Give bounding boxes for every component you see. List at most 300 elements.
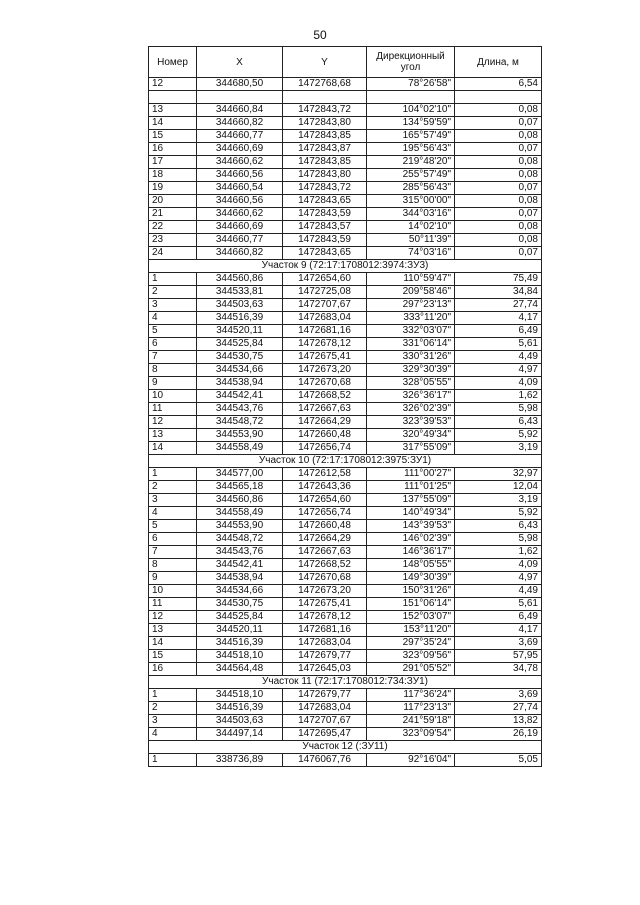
header-direction-angle: Дирекционный угол — [367, 47, 455, 78]
point-number-cell: 14 — [149, 442, 197, 455]
y-coordinate-cell: 1472667,63 — [283, 546, 367, 559]
table-row — [149, 715, 542, 728]
segment-length-cell: 3,69 — [455, 689, 542, 702]
y-coordinate-cell: 1472643,36 — [283, 481, 367, 494]
direction-angle-cell: 146°36'17" — [367, 546, 455, 559]
y-coordinate-cell: 1472683,04 — [283, 312, 367, 325]
y-coordinate-cell: 1472678,12 — [283, 611, 367, 624]
section-title: Участок 12 (:ЗУ11) — [149, 741, 542, 754]
segment-length-cell: 32,97 — [455, 468, 542, 481]
direction-angle-cell: 297°23'13" — [367, 299, 455, 312]
segment-length-cell: 0,07 — [455, 182, 542, 195]
table-row — [149, 364, 542, 377]
y-coordinate-cell: 1472660,48 — [283, 520, 367, 533]
point-number-cell: 22 — [149, 221, 197, 234]
point-number-cell: 5 — [149, 325, 197, 338]
direction-angle-cell: 143°39'53" — [367, 520, 455, 533]
x-coordinate-cell: 344660,56 — [197, 169, 283, 182]
table-row — [149, 143, 542, 156]
x-coordinate-cell: 344660,69 — [197, 221, 283, 234]
point-number-cell: 8 — [149, 364, 197, 377]
header-y: Y — [283, 47, 367, 78]
segment-length-cell: 6,43 — [455, 520, 542, 533]
direction-angle-cell: 74°03'16" — [367, 247, 455, 260]
segment-length-cell: 12,04 — [455, 481, 542, 494]
y-coordinate-cell: 1472660,48 — [283, 429, 367, 442]
y-coordinate-cell: 1472670,68 — [283, 572, 367, 585]
point-number-cell: 1 — [149, 273, 197, 286]
empty-cell — [197, 91, 283, 104]
table-row — [149, 312, 542, 325]
direction-angle-cell: 152°03'07" — [367, 611, 455, 624]
x-coordinate-cell: 344497,14 — [197, 728, 283, 741]
x-coordinate-cell: 344560,86 — [197, 494, 283, 507]
direction-angle-cell: 285°56'43" — [367, 182, 455, 195]
point-number-cell: 20 — [149, 195, 197, 208]
point-number-cell: 13 — [149, 429, 197, 442]
y-coordinate-cell: 1472670,68 — [283, 377, 367, 390]
x-coordinate-cell: 344660,84 — [197, 104, 283, 117]
x-coordinate-cell: 344533,81 — [197, 286, 283, 299]
y-coordinate-cell: 1472679,77 — [283, 689, 367, 702]
point-number-cell: 7 — [149, 546, 197, 559]
table-header-row — [149, 47, 542, 78]
segment-length-cell: 6,49 — [455, 611, 542, 624]
section-row — [149, 676, 542, 689]
header-number: Номер — [149, 47, 197, 78]
table-row — [149, 728, 542, 741]
point-number-cell: 13 — [149, 624, 197, 637]
point-number-cell: 4 — [149, 728, 197, 741]
y-coordinate-cell: 1472707,67 — [283, 715, 367, 728]
x-coordinate-cell: 344518,10 — [197, 689, 283, 702]
direction-angle-cell: 297°35'24" — [367, 637, 455, 650]
y-coordinate-cell: 1472612,58 — [283, 468, 367, 481]
x-coordinate-cell: 344660,54 — [197, 182, 283, 195]
table-row — [149, 754, 542, 767]
direction-angle-cell: 50°11'39" — [367, 234, 455, 247]
direction-angle-cell: 153°11'20" — [367, 624, 455, 637]
empty-cell — [283, 91, 367, 104]
x-coordinate-cell: 344520,11 — [197, 624, 283, 637]
segment-length-cell: 6,43 — [455, 416, 542, 429]
direction-angle-cell: 110°59'47" — [367, 273, 455, 286]
x-coordinate-cell: 344548,72 — [197, 416, 283, 429]
segment-length-cell: 0,07 — [455, 208, 542, 221]
x-coordinate-cell: 344660,62 — [197, 208, 283, 221]
segment-length-cell: 4,49 — [455, 351, 542, 364]
x-coordinate-cell: 344503,63 — [197, 299, 283, 312]
point-number-cell: 3 — [149, 299, 197, 312]
direction-angle-cell: 323°09'54" — [367, 728, 455, 741]
y-coordinate-cell: 1472843,85 — [283, 156, 367, 169]
y-coordinate-cell: 1472654,60 — [283, 494, 367, 507]
point-number-cell: 1 — [149, 754, 197, 767]
direction-angle-cell: 317°55'09" — [367, 442, 455, 455]
empty-cell — [455, 91, 542, 104]
x-coordinate-cell: 344530,75 — [197, 351, 283, 364]
segment-length-cell: 3,19 — [455, 494, 542, 507]
direction-angle-cell: 111°01'25" — [367, 481, 455, 494]
x-coordinate-cell: 344543,76 — [197, 403, 283, 416]
segment-length-cell: 6,49 — [455, 325, 542, 338]
direction-angle-cell: 330°31'26" — [367, 351, 455, 364]
point-number-cell: 9 — [149, 572, 197, 585]
page-number: 50 — [313, 28, 327, 42]
section-row — [149, 741, 542, 754]
y-coordinate-cell: 1472843,87 — [283, 143, 367, 156]
table-row — [149, 507, 542, 520]
point-number-cell: 1 — [149, 689, 197, 702]
direction-angle-cell: 241°59'18" — [367, 715, 455, 728]
y-coordinate-cell: 1476067,76 — [283, 754, 367, 767]
y-coordinate-cell: 1472843,59 — [283, 208, 367, 221]
y-coordinate-cell: 1472664,29 — [283, 416, 367, 429]
table-row — [149, 351, 542, 364]
x-coordinate-cell: 344660,56 — [197, 195, 283, 208]
x-coordinate-cell: 344534,66 — [197, 585, 283, 598]
segment-length-cell: 27,74 — [455, 299, 542, 312]
y-coordinate-cell: 1472768,68 — [283, 78, 367, 91]
direction-angle-cell: 255°57'49" — [367, 169, 455, 182]
y-coordinate-cell: 1472843,59 — [283, 234, 367, 247]
y-coordinate-cell: 1472673,20 — [283, 585, 367, 598]
header-x: X — [197, 47, 283, 78]
table-row — [149, 481, 542, 494]
x-coordinate-cell: 344680,50 — [197, 78, 283, 91]
table-row — [149, 221, 542, 234]
point-number-cell: 10 — [149, 390, 197, 403]
point-number-cell: 8 — [149, 559, 197, 572]
table-row — [149, 156, 542, 169]
table-row — [149, 520, 542, 533]
table-row — [149, 546, 542, 559]
segment-length-cell: 4,97 — [455, 364, 542, 377]
segment-length-cell: 75,49 — [455, 273, 542, 286]
segment-length-cell: 5,92 — [455, 429, 542, 442]
section-row — [149, 260, 542, 273]
x-coordinate-cell: 344542,41 — [197, 390, 283, 403]
table-row — [149, 286, 542, 299]
direction-angle-cell: 137°55'09" — [367, 494, 455, 507]
y-coordinate-cell: 1472843,57 — [283, 221, 367, 234]
direction-angle-cell: 149°30'39" — [367, 572, 455, 585]
table-row — [149, 611, 542, 624]
x-coordinate-cell: 344543,76 — [197, 546, 283, 559]
point-number-cell: 17 — [149, 156, 197, 169]
direction-angle-cell: 209°58'46" — [367, 286, 455, 299]
x-coordinate-cell: 344525,84 — [197, 338, 283, 351]
point-number-cell: 3 — [149, 715, 197, 728]
point-number-cell: 7 — [149, 351, 197, 364]
direction-angle-cell: 195°56'43" — [367, 143, 455, 156]
direction-angle-cell: 315°00'00" — [367, 195, 455, 208]
x-coordinate-cell: 344660,82 — [197, 247, 283, 260]
direction-angle-cell: 104°02'10" — [367, 104, 455, 117]
segment-length-cell: 26,19 — [455, 728, 542, 741]
direction-angle-cell: 291°05'52" — [367, 663, 455, 676]
x-coordinate-cell: 344534,66 — [197, 364, 283, 377]
segment-length-cell: 0,08 — [455, 234, 542, 247]
segment-length-cell: 0,07 — [455, 143, 542, 156]
y-coordinate-cell: 1472664,29 — [283, 533, 367, 546]
direction-angle-cell: 329°30'39" — [367, 364, 455, 377]
point-number-cell: 5 — [149, 520, 197, 533]
segment-length-cell: 6,54 — [455, 78, 542, 91]
y-coordinate-cell: 1472654,60 — [283, 273, 367, 286]
table-row — [149, 130, 542, 143]
empty-cell — [149, 91, 197, 104]
y-coordinate-cell: 1472668,52 — [283, 559, 367, 572]
segment-length-cell: 3,69 — [455, 637, 542, 650]
table-row — [149, 195, 542, 208]
point-number-cell: 18 — [149, 169, 197, 182]
table-row — [149, 598, 542, 611]
segment-length-cell: 0,08 — [455, 104, 542, 117]
segment-length-cell: 0,07 — [455, 247, 542, 260]
direction-angle-cell: 117°36'24" — [367, 689, 455, 702]
table-row — [149, 403, 542, 416]
x-coordinate-cell: 344558,49 — [197, 507, 283, 520]
point-number-cell: 4 — [149, 312, 197, 325]
x-coordinate-cell: 344516,39 — [197, 702, 283, 715]
point-number-cell: 11 — [149, 403, 197, 416]
segment-length-cell: 57,95 — [455, 650, 542, 663]
table-row — [149, 208, 542, 221]
table-row — [149, 104, 542, 117]
point-number-cell: 15 — [149, 650, 197, 663]
y-coordinate-cell: 1472843,65 — [283, 195, 367, 208]
point-number-cell: 14 — [149, 637, 197, 650]
x-coordinate-cell: 338736,89 — [197, 754, 283, 767]
segment-length-cell: 0,07 — [455, 117, 542, 130]
table-row — [149, 559, 542, 572]
y-coordinate-cell: 1472695,47 — [283, 728, 367, 741]
y-coordinate-cell: 1472843,72 — [283, 182, 367, 195]
point-number-cell: 21 — [149, 208, 197, 221]
y-coordinate-cell: 1472683,04 — [283, 637, 367, 650]
point-number-cell: 15 — [149, 130, 197, 143]
y-coordinate-cell: 1472725,08 — [283, 286, 367, 299]
direction-angle-cell: 331°06'14" — [367, 338, 455, 351]
table-row — [149, 494, 542, 507]
direction-angle-cell: 151°06'14" — [367, 598, 455, 611]
x-coordinate-cell: 344548,72 — [197, 533, 283, 546]
x-coordinate-cell: 344542,41 — [197, 559, 283, 572]
x-coordinate-cell: 344503,63 — [197, 715, 283, 728]
y-coordinate-cell: 1472675,41 — [283, 598, 367, 611]
x-coordinate-cell: 344577,00 — [197, 468, 283, 481]
x-coordinate-cell: 344565,18 — [197, 481, 283, 494]
table-row — [149, 247, 542, 260]
direction-angle-cell: 134°59'59" — [367, 117, 455, 130]
x-coordinate-cell: 344660,62 — [197, 156, 283, 169]
y-coordinate-cell: 1472679,77 — [283, 650, 367, 663]
table-row — [149, 689, 542, 702]
point-number-cell: 10 — [149, 585, 197, 598]
table-row — [149, 78, 542, 91]
table-row — [149, 338, 542, 351]
table-row — [149, 273, 542, 286]
direction-angle-cell: 326°02'39" — [367, 403, 455, 416]
x-coordinate-cell: 344558,49 — [197, 442, 283, 455]
y-coordinate-cell: 1472843,80 — [283, 169, 367, 182]
x-coordinate-cell: 344660,77 — [197, 130, 283, 143]
y-coordinate-cell: 1472667,63 — [283, 403, 367, 416]
point-number-cell: 4 — [149, 507, 197, 520]
x-coordinate-cell: 344538,94 — [197, 572, 283, 585]
point-number-cell: 2 — [149, 702, 197, 715]
y-coordinate-cell: 1472843,85 — [283, 130, 367, 143]
segment-length-cell: 0,08 — [455, 130, 542, 143]
point-number-cell: 12 — [149, 611, 197, 624]
section-title: Участок 10 (72:17:1708012:3975:ЗУ1) — [149, 455, 542, 468]
y-coordinate-cell: 1472681,16 — [283, 624, 367, 637]
direction-angle-cell: 165°57'49" — [367, 130, 455, 143]
table-row — [149, 585, 542, 598]
direction-angle-cell: 219°48'20" — [367, 156, 455, 169]
table-row — [149, 182, 542, 195]
x-coordinate-cell: 344660,77 — [197, 234, 283, 247]
direction-angle-cell: 92°16'04" — [367, 754, 455, 767]
direction-angle-cell: 323°39'53" — [367, 416, 455, 429]
direction-angle-cell: 344°03'16" — [367, 208, 455, 221]
direction-angle-cell: 14°02'10" — [367, 221, 455, 234]
y-coordinate-cell: 1472656,74 — [283, 442, 367, 455]
segment-length-cell: 5,98 — [455, 403, 542, 416]
point-number-cell: 12 — [149, 416, 197, 429]
segment-length-cell: 0,08 — [455, 156, 542, 169]
table-row — [149, 299, 542, 312]
x-coordinate-cell: 344530,75 — [197, 598, 283, 611]
x-coordinate-cell: 344553,90 — [197, 429, 283, 442]
point-number-cell: 1 — [149, 468, 197, 481]
segment-length-cell: 34,84 — [455, 286, 542, 299]
x-coordinate-cell: 344560,86 — [197, 273, 283, 286]
point-number-cell: 12 — [149, 78, 197, 91]
segment-length-cell: 27,74 — [455, 702, 542, 715]
table-row — [149, 442, 542, 455]
direction-angle-cell: 146°02'39" — [367, 533, 455, 546]
y-coordinate-cell: 1472681,16 — [283, 325, 367, 338]
point-number-cell: 14 — [149, 117, 197, 130]
segment-length-cell: 0,08 — [455, 221, 542, 234]
point-number-cell: 16 — [149, 663, 197, 676]
y-coordinate-cell: 1472668,52 — [283, 390, 367, 403]
point-number-cell: 24 — [149, 247, 197, 260]
x-coordinate-cell: 344520,11 — [197, 325, 283, 338]
segment-length-cell: 34,78 — [455, 663, 542, 676]
direction-angle-cell: 150°31'26" — [367, 585, 455, 598]
table-row — [149, 468, 542, 481]
direction-angle-cell: 333°11'20" — [367, 312, 455, 325]
table-row — [149, 702, 542, 715]
segment-length-cell: 5,61 — [455, 598, 542, 611]
direction-angle-cell: 323°09'56" — [367, 650, 455, 663]
segment-length-cell: 3,19 — [455, 442, 542, 455]
section-row — [149, 455, 542, 468]
segment-length-cell: 5,05 — [455, 754, 542, 767]
direction-angle-cell: 111°00'27" — [367, 468, 455, 481]
point-number-cell: 3 — [149, 494, 197, 507]
x-coordinate-cell: 344516,39 — [197, 637, 283, 650]
table-row — [149, 416, 542, 429]
x-coordinate-cell: 344525,84 — [197, 611, 283, 624]
segment-length-cell: 4,09 — [455, 377, 542, 390]
y-coordinate-cell: 1472707,67 — [283, 299, 367, 312]
segment-length-cell: 4,09 — [455, 559, 542, 572]
point-number-cell: 13 — [149, 104, 197, 117]
blank-row — [149, 91, 542, 104]
table-row — [149, 533, 542, 546]
segment-length-cell: 5,92 — [455, 507, 542, 520]
segment-length-cell: 1,62 — [455, 546, 542, 559]
x-coordinate-cell: 344553,90 — [197, 520, 283, 533]
table-row — [149, 637, 542, 650]
y-coordinate-cell: 1472843,65 — [283, 247, 367, 260]
table-row — [149, 624, 542, 637]
empty-cell — [367, 91, 455, 104]
y-coordinate-cell: 1472645,03 — [283, 663, 367, 676]
point-number-cell: 23 — [149, 234, 197, 247]
segment-length-cell: 4,97 — [455, 572, 542, 585]
segment-length-cell: 0,08 — [455, 169, 542, 182]
section-title: Участок 9 (72:17:1708012:3974:ЗУ3) — [149, 260, 542, 273]
segment-length-cell: 4,49 — [455, 585, 542, 598]
point-number-cell: 9 — [149, 377, 197, 390]
table-row — [149, 169, 542, 182]
direction-angle-cell: 332°03'07" — [367, 325, 455, 338]
segment-length-cell: 5,98 — [455, 533, 542, 546]
point-number-cell: 6 — [149, 338, 197, 351]
point-number-cell: 2 — [149, 286, 197, 299]
header-length: Длина, м — [455, 47, 542, 78]
table-row — [149, 572, 542, 585]
point-number-cell: 16 — [149, 143, 197, 156]
point-number-cell: 6 — [149, 533, 197, 546]
direction-angle-cell: 148°05'55" — [367, 559, 455, 572]
table-row — [149, 117, 542, 130]
direction-angle-cell: 78°26'58" — [367, 78, 455, 91]
point-number-cell: 19 — [149, 182, 197, 195]
x-coordinate-cell: 344516,39 — [197, 312, 283, 325]
direction-angle-cell: 117°23'13" — [367, 702, 455, 715]
y-coordinate-cell: 1472678,12 — [283, 338, 367, 351]
segment-length-cell: 4,17 — [455, 312, 542, 325]
y-coordinate-cell: 1472673,20 — [283, 364, 367, 377]
direction-angle-cell: 326°36'17" — [367, 390, 455, 403]
segment-length-cell: 1,62 — [455, 390, 542, 403]
segment-length-cell: 5,61 — [455, 338, 542, 351]
x-coordinate-cell: 344660,82 — [197, 117, 283, 130]
x-coordinate-cell: 344564,48 — [197, 663, 283, 676]
segment-length-cell: 4,17 — [455, 624, 542, 637]
section-title: Участок 11 (72:17:1708012:734:ЗУ1) — [149, 676, 542, 689]
table-body — [149, 78, 542, 767]
x-coordinate-cell: 344538,94 — [197, 377, 283, 390]
segment-length-cell: 13,82 — [455, 715, 542, 728]
table-row — [149, 429, 542, 442]
table-row — [149, 377, 542, 390]
table-row — [149, 390, 542, 403]
y-coordinate-cell: 1472683,04 — [283, 702, 367, 715]
x-coordinate-cell: 344518,10 — [197, 650, 283, 663]
point-number-cell: 2 — [149, 481, 197, 494]
coordinates-table — [148, 46, 542, 767]
y-coordinate-cell: 1472656,74 — [283, 507, 367, 520]
table-row — [149, 325, 542, 338]
table-row — [149, 663, 542, 676]
